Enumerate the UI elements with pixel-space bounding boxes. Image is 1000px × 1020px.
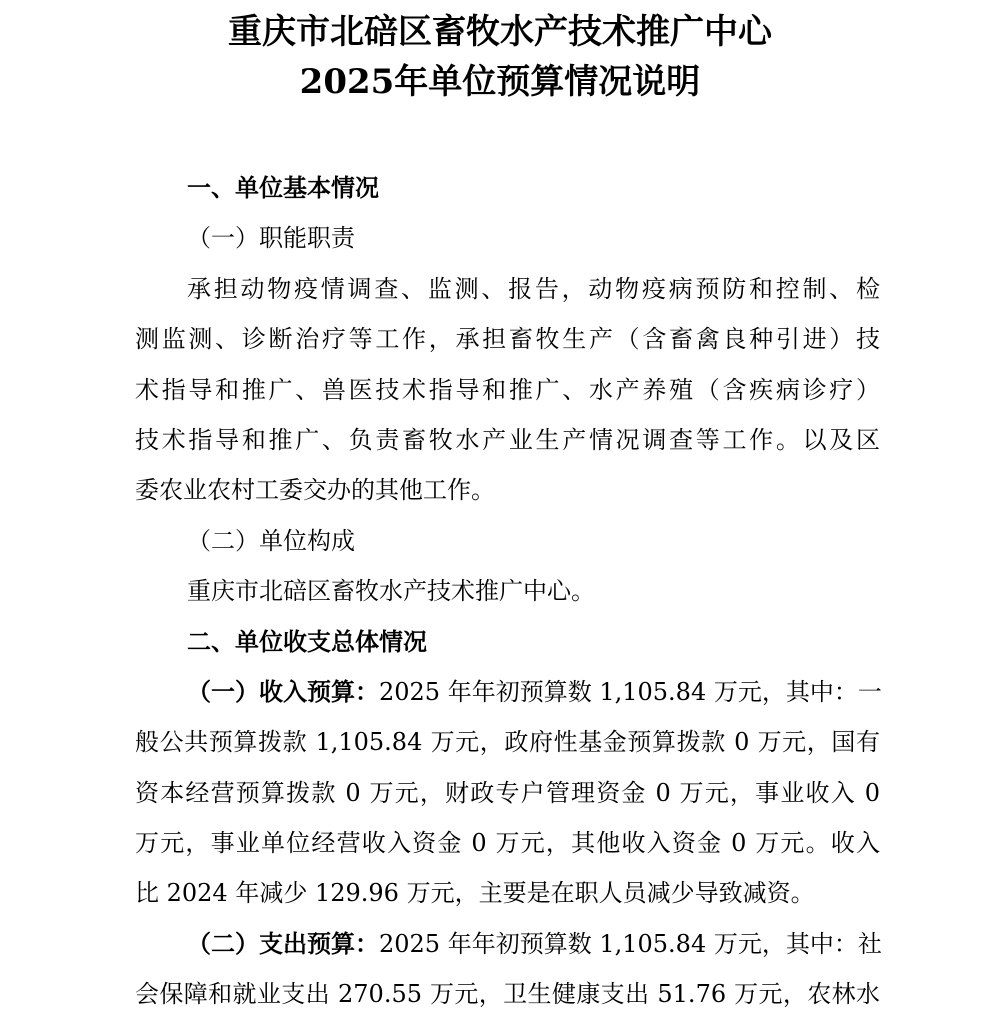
paragraph-line: 资本经营预算拨款 0 万元，财政专户管理资金 0 万元，事业收入 0 (135, 778, 880, 807)
expenditure-budget-text: 2025 年年初预算数 1,105.84 万元，其中：社 (379, 929, 882, 958)
paragraph-line: 承担动物疫情调查、监测、报告，动物疫病预防和控制、检 (187, 274, 880, 303)
subsection-heading-duties: （一）职能职责 (187, 224, 355, 253)
document-subtitle: 2025年单位预算情况说明 (299, 62, 701, 102)
document-title: 重庆市北碚区畜牧水产技术推广中心 (228, 12, 772, 52)
paragraph-line: 般公共预算拨款 1,105.84 万元，政府性基金预算拨款 0 万元，国有 (135, 728, 880, 757)
section-heading-basic-info: 一、单位基本情况 (187, 173, 379, 202)
paragraph-line: 比 2024 年减少 129.96 万元，主要是在职人员减少导致减资。 (135, 879, 815, 908)
subsection-heading-composition: （二）单位构成 (187, 526, 355, 555)
income-budget-first-line (187, 667, 880, 717)
expenditure-budget-first-line (187, 919, 880, 969)
income-budget-text: 2025 年年初预算数 1,105.84 万元，其中：一 (379, 677, 882, 706)
document-body (135, 163, 880, 1020)
income-budget-lead: （一）收入预算： (187, 676, 379, 706)
paragraph-line: 技术指导和推广、负责畜牧水产业生产情况调查等工作。以及区 (135, 425, 880, 454)
expenditure-budget-lead: （二）支出预算： (187, 928, 379, 958)
paragraph-line: 会保障和就业支出 270.55 万元，卫生健康支出 51.76 万元，农林水 (135, 980, 880, 1009)
paragraph-line: 测监测、诊断治疗等工作，承担畜牧生产（含畜禽良种引进）技 (135, 325, 880, 354)
section-heading-overview: 二、单位收支总体情况 (187, 626, 427, 656)
paragraph-line: 万元，事业单位经营收入资金 0 万元，其他收入资金 0 万元。收入 (135, 829, 880, 858)
paragraph-line: 重庆市北碚区畜牧水产技术推广中心。 (187, 577, 595, 606)
paragraph-line: 术指导和推广、兽医技术指导和推广、水产养殖（含疾病诊疗） (135, 375, 880, 404)
paragraph-line: 委农业农村工委交办的其他工作。 (135, 476, 495, 505)
